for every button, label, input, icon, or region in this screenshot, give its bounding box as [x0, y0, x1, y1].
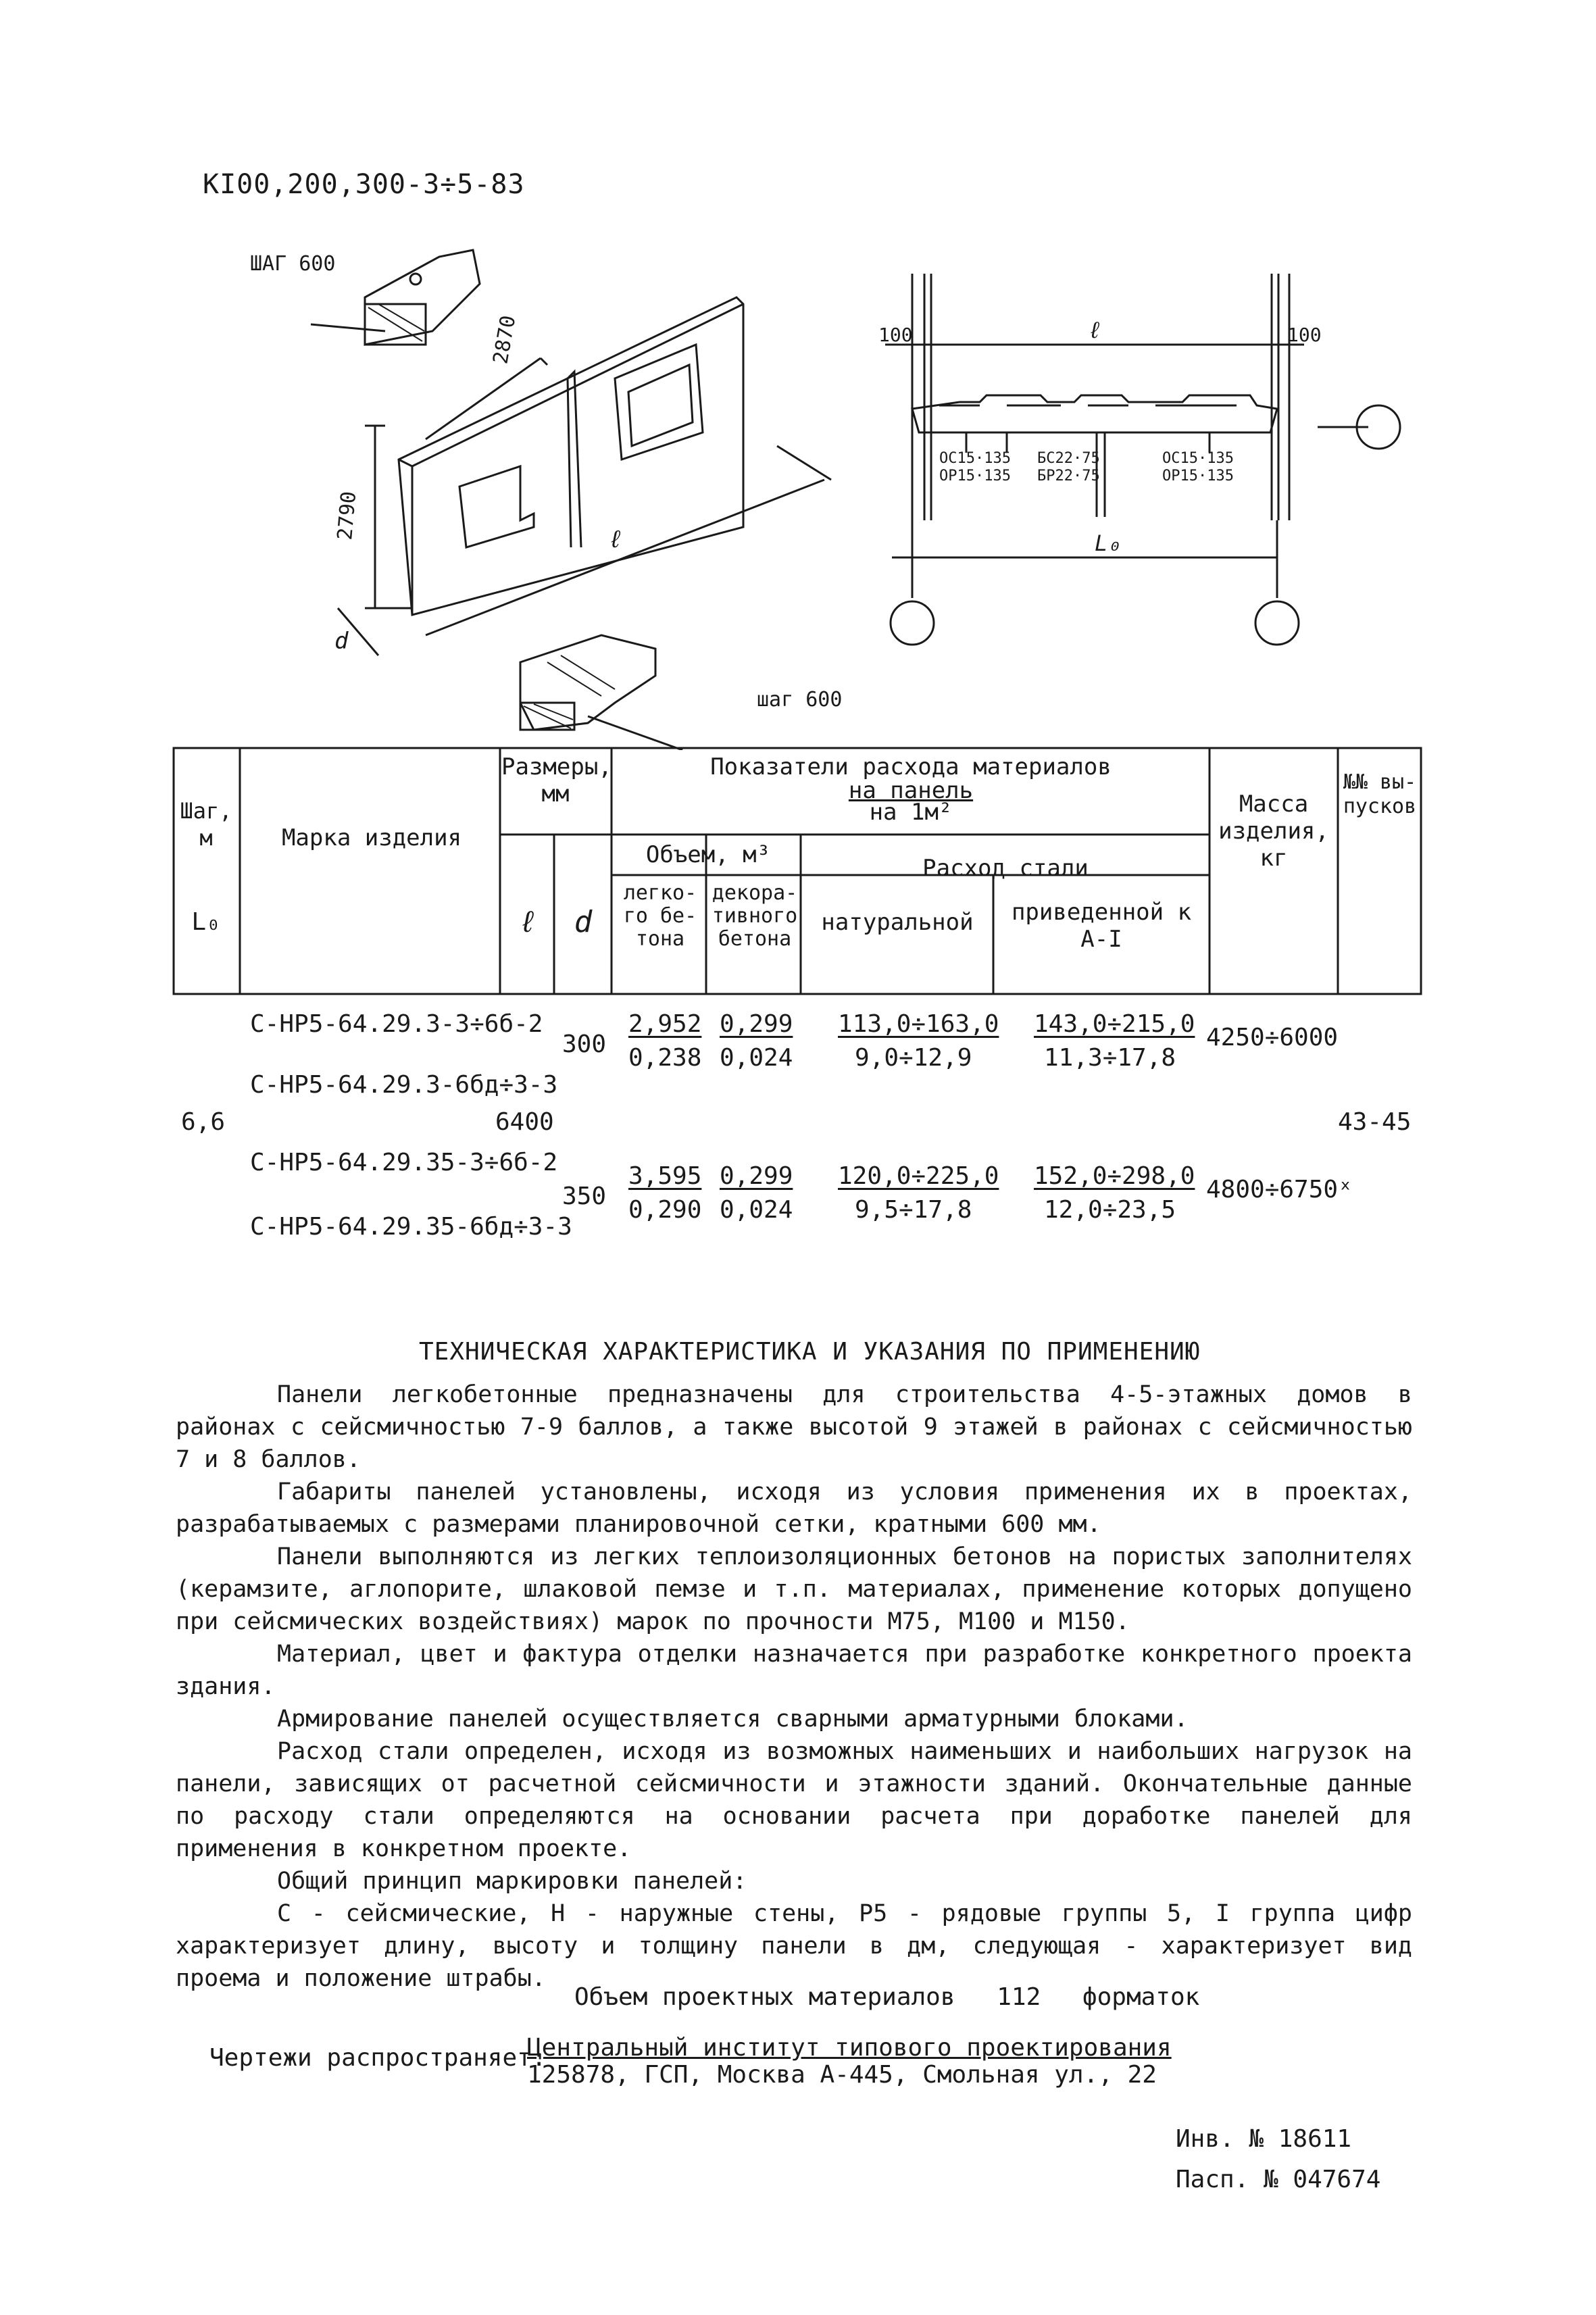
- cell-natural-top-1: 113,0÷163,0: [838, 1010, 999, 1038]
- dim-length: ℓ: [608, 526, 623, 553]
- distributor-label: Чертежи распространяет:: [209, 2044, 547, 2072]
- cell-mark-1a: С-НР5-64.29.3-3÷6б-2: [250, 1010, 543, 1038]
- window-opening-left: [459, 466, 534, 547]
- cell-reduced-top-2: 152,0÷298,0: [1034, 1162, 1195, 1190]
- step-label-bottom: шаг 600: [757, 688, 843, 712]
- cell-reduced-bottom-1: 11,3÷17,8: [1044, 1044, 1176, 1072]
- axis-marker-right-bottom: [1255, 601, 1299, 645]
- cell-batch-value: 43-45: [1338, 1108, 1412, 1136]
- label-mid-top: БС22·75: [1037, 450, 1100, 467]
- hdr-size-d: d: [574, 905, 593, 939]
- hdr-mass: Масса изделия, кг: [1218, 791, 1329, 872]
- label-right-bottom: ОР15·135: [1162, 468, 1234, 484]
- bottom-section-block: [520, 635, 655, 730]
- cell-mass-2: 4800÷6750ˣ: [1206, 1176, 1353, 1203]
- dim-thickness: d: [334, 628, 349, 655]
- cell-d-1: 300: [562, 1030, 607, 1058]
- cell-natural-top-2: 120,0÷225,0: [838, 1162, 999, 1190]
- cell-reduced-top-1: 143,0÷215,0: [1034, 1010, 1195, 1038]
- cell-step-value: 6,6: [181, 1108, 226, 1136]
- hdr-step: Шаг, м: [180, 798, 232, 851]
- axis-marker-left-bottom: [891, 601, 934, 645]
- hdr-batches: №№ вы-пусков: [1343, 770, 1417, 818]
- floor-slab: [912, 395, 1277, 432]
- cell-mark-2a: С-НР5-64.29.35-3÷6б-2: [250, 1149, 558, 1176]
- cell-mark-1b: С-НР5-64.29.3-6бд÷3-3: [250, 1071, 558, 1099]
- cell-decor-bottom-2: 0,024: [720, 1196, 793, 1224]
- cell-decor-bottom-1: 0,024: [720, 1044, 793, 1072]
- cell-reduced-bottom-2: 12,0÷23,5: [1044, 1196, 1176, 1224]
- cell-mass-1: 4250÷6000: [1206, 1024, 1339, 1051]
- hdr-light-concrete: легко-го бе-тона: [623, 881, 697, 951]
- step-label-top: ШАГ 600: [250, 252, 336, 276]
- cell-length-value: 6400: [495, 1108, 554, 1136]
- hdr-mark: Марка изделия: [281, 824, 462, 851]
- passport-number: Пасп. № 047674: [1176, 2166, 1381, 2193]
- cell-decor-top-1: 0,299: [720, 1010, 793, 1038]
- cell-natural-bottom-1: 9,0÷12,9: [855, 1044, 972, 1072]
- volume-count: 112: [997, 1983, 1041, 2011]
- volume-suffix: форматок: [1082, 1983, 1200, 2011]
- volume-prefix: Объем проектных материалов: [574, 1983, 955, 2011]
- section-title: ТЕХНИЧЕСКАЯ ХАРАКТЕРИСТИКА И УКАЗАНИЯ ПО ПРИМЕНЕНИЮ: [419, 1338, 1201, 1366]
- hdr-natural: натуральной: [821, 909, 974, 936]
- paragraphs-block: [176, 1378, 1412, 1995]
- panel-body: [399, 297, 743, 615]
- cell-mark-2b: С-НР5-64.29.35-6бд÷3-3: [250, 1213, 572, 1241]
- dim-left-100: 100: [878, 324, 913, 346]
- hdr-per-panel: на панель: [848, 777, 974, 804]
- distributor-address: 125878, ГСП, Москва А-445, Смольная ул., 22: [527, 2061, 1157, 2089]
- cell-light-bottom-1: 0,238: [628, 1044, 702, 1072]
- inventory-number: Инв. № 18611: [1176, 2125, 1352, 2153]
- dim-span: ℓ: [1088, 317, 1102, 344]
- section-drawing: [872, 267, 1426, 666]
- hdr-reduced: приведенной к А-I: [1011, 899, 1192, 953]
- label-left-bottom: ОР15·135: [939, 468, 1011, 484]
- distributor-name: Центральный институт типового проектирования: [527, 2034, 1172, 2062]
- hdr-step-sub: L₀: [191, 908, 221, 936]
- panel-isometric-drawing: [223, 230, 872, 750]
- hdr-indicators: Показатели расхода материалов: [710, 753, 1112, 780]
- hdr-volume: Объем, м³: [645, 841, 771, 868]
- cell-d-2: 350: [562, 1183, 607, 1210]
- hdr-per-m2: на 1м²: [869, 799, 953, 826]
- paragraph: Панели выполняются из легких теплоизоляционных бетонов на пористых заполнителях (керамзите, аглопорите, шлаковой пемзе и т.п. материалах, применение которых допущено при сейсмических воздействиях) марок по прочности М75, М100 и М150.: [176, 1543, 1412, 1635]
- label-right-top: ОС15·135: [1162, 450, 1234, 467]
- volume-line: [574, 1983, 1199, 2011]
- cell-light-top-1: 2,952: [628, 1010, 702, 1038]
- hdr-decor-concrete: декора-тивного бетона: [712, 881, 798, 951]
- dim-top: 2870: [489, 314, 521, 366]
- cell-natural-bottom-2: 9,5÷17,8: [855, 1196, 972, 1224]
- paragraph: Материал, цвет и фактура отделки назначается при разработке конкретного проекта здания.: [176, 1641, 1412, 1700]
- cell-light-bottom-2: 0,290: [628, 1196, 702, 1224]
- cell-decor-top-2: 0,299: [720, 1162, 793, 1190]
- paragraph: Панели легкобетонные предназначены для строительства 4-5-этажных домов в районах с сейсмичностью 7-9 баллов, а также высотой 9 этажей в районах с сейсмичностью 7 и 8 баллов.: [176, 1381, 1412, 1473]
- hdr-steel: Расход стали: [922, 855, 1089, 882]
- hdr-size-l: ℓ: [518, 905, 537, 939]
- paragraph: Расход стали определен, исходя из возможных наименьших и наибольших нагрузок на панели, зависящих от расчетной сейсмичности и этажности зданий. Окончательные данные по расходу стали определяются на основании расчета при доработке панелей для применения в конкретном проекте.: [176, 1738, 1412, 1862]
- hdr-sizes: Размеры, мм: [501, 753, 612, 807]
- label-mid-bottom: БР22·75: [1037, 468, 1100, 484]
- paragraph: Армирование панелей осуществляется сварными арматурными блоками.: [277, 1706, 1189, 1733]
- cell-light-top-2: 3,595: [628, 1162, 702, 1190]
- document-code: КI00,200,300-3÷5-83: [203, 169, 525, 200]
- paragraph: С - сейсмические, Н - наружные стены, Р5 - рядовые группы 5, I группа цифр характеризует длину, высоту и толщину панели в дм, следующая - характеризует вид проема и положение штрабы.: [176, 1900, 1412, 1992]
- paragraph: Габариты панелей установлены, исходя из условия применения их в проектах, разрабатываемых с размерами планировочной сетки, кратными 600 мм.: [176, 1478, 1412, 1538]
- label-left-top: ОС15·135: [939, 450, 1011, 467]
- dim-right-100: 100: [1287, 324, 1322, 346]
- dim-axes: L₀: [1095, 530, 1121, 556]
- paragraph: Общий принцип маркировки панелей:: [277, 1868, 747, 1895]
- dim-height: 2790: [333, 490, 361, 541]
